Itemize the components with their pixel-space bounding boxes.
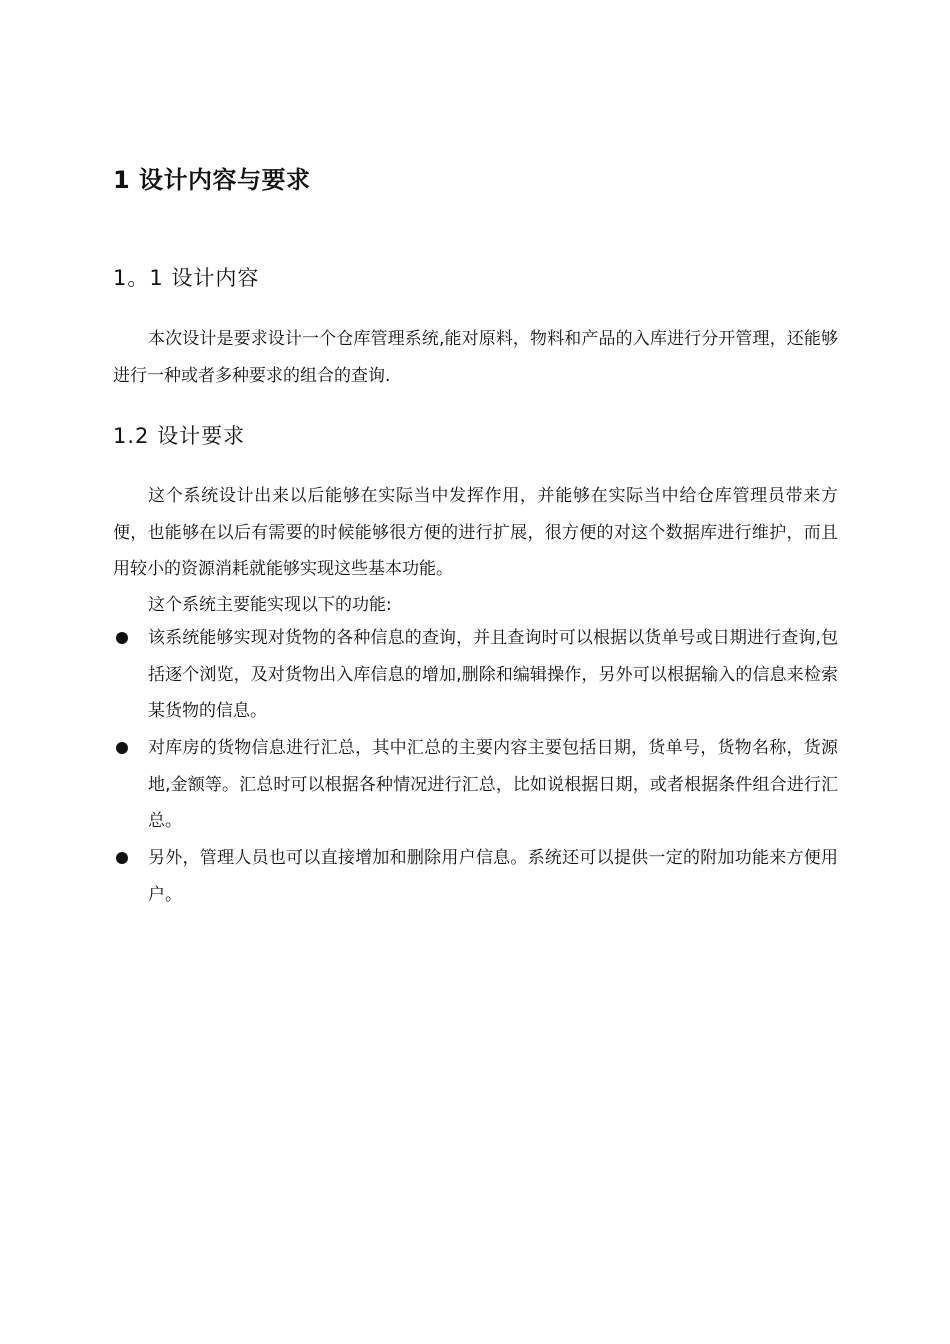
list-item	[113, 620, 838, 730]
list-item	[113, 730, 838, 840]
paragraph-features-intro: 这个系统主要能实现以下的功能:	[148, 595, 392, 615]
subsection-heading-design-requirements: 1.2 设计要求	[113, 424, 246, 448]
bullet-icon	[116, 632, 128, 644]
list-item-text: 对库房的货物信息进行汇总，其中汇总的主要内容主要包括日期，货单号，货物名称，货源地,金额等。汇总时可以根据各种情况进行汇总，比如说根据日期，或者根据条件组合进行汇总。	[148, 738, 838, 831]
list-item-text: 该系统能够实现对货物的各种信息的查询，并且查询时可以根据以货单号或日期进行查询,包括逐个浏览，及对货物出入库信息的增加,删除和编辑操作，另外可以根据输入的信息来检索某货物的信息。	[148, 628, 838, 721]
bullet-icon	[116, 742, 128, 754]
subsection-heading-design-content: 1。1 设计内容	[113, 266, 260, 290]
paragraph-design-requirements: 这个系统设计出来以后能够在实际当中发挥作用，并能够在实际当中给仓库管理员带来方便，也能够在以后有需要的时候能够很方便的进行扩展，很方便的对这个数据库进行维护，而且用较小的资源消耗就能够实现这些基本功能。	[113, 486, 838, 579]
list-item	[113, 840, 838, 913]
paragraph-design-content: 本次设计是要求设计一个仓库管理系统,能对原料，物料和产品的入库进行分开管理，还能够进行一种或者多种要求的组合的查询.	[113, 329, 838, 386]
list-item-text: 另外，管理人员也可以直接增加和删除用户信息。系统还可以提供一定的附加功能来方便用户。	[148, 848, 838, 905]
bullet-icon	[116, 852, 128, 864]
section-heading: 1 设计内容与要求	[113, 166, 311, 194]
